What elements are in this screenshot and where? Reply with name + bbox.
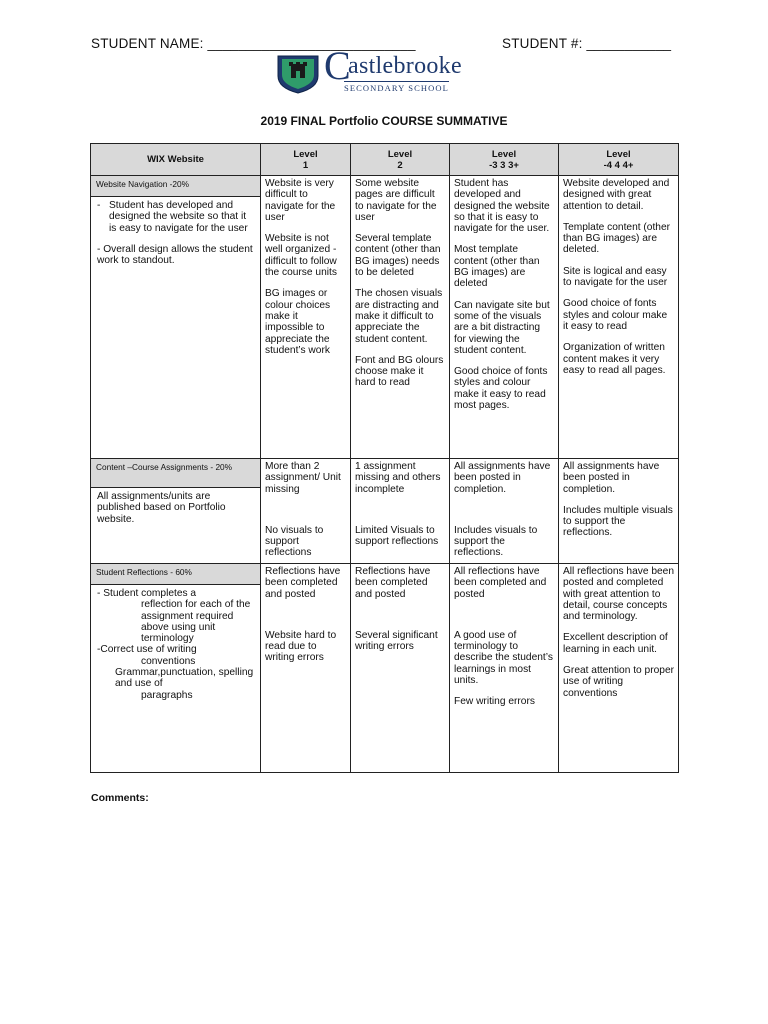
level-4-cell: All assignments have been posted in completion. Includes multiple visuals to support the reflections. (559, 459, 679, 564)
criterion-description: - Student completes a reflection for each of the assignment required above using unit terminology -Correct use of writing conventions Grammar,punctuation, spelling and use of paragraphs (91, 585, 261, 773)
level-4-cell: Website developed and designed with great attention to detail. Template content (other than BG images) are deleted. Site is logical and easy to navigate for the user Good choice of fonts styles and colour make it easy to read Organization of written content makes it very easy to read all pages. (559, 176, 679, 459)
school-logo (276, 43, 496, 98)
criterion-row-reflections (91, 564, 679, 585)
criterion-title: Student Reflections - 60% (91, 564, 261, 585)
comments-label: Comments: (91, 792, 149, 804)
rubric-corner-cell: WIX Website (91, 144, 261, 176)
level-1-cell: Website is very difficult to navigate for the user Website is not well organized - difficult to follow the course units BG images or colour choices make it impossible to appreciate the student’s work (261, 176, 351, 459)
level-1-header: Level 1 (261, 144, 351, 176)
level-3-cell: Student has developed and designed the website so that it is easy to navigate for the user. Most template content (other than BG images) are deleted Can navigate site but some of the visuals are a bit distracting for viewing the student content. Good choice of fonts styles and colour make it easy to read most pages. (450, 176, 559, 459)
level-2-header: Level 2 (351, 144, 450, 176)
level-3-header: Level -3 3 3+ (450, 144, 559, 176)
criterion-description: - Student has developed and designed the website so that it is easy to navigate for the user - Overall design allows the student work to standout. (91, 197, 261, 459)
level-2-cell: Some website pages are difficult to navigate for the user Several template content (other than BG images) needs to be deleted The chosen visuals are distracting and make it difficult to appreciate the student content. Font and BG olours choose make it hard to read (351, 176, 450, 459)
level-2-cell: Reflections have been completed and posted Several significant writing errors (351, 564, 450, 773)
criterion-title: Content –Course Assignments - 20% (91, 459, 261, 488)
level-2-cell: 1 assignment missing and others incomplete Limited Visuals to support reflections (351, 459, 450, 564)
criterion-row-navigation (91, 176, 679, 197)
wordmark-name: astlebrooke (348, 53, 462, 79)
level-3-cell: All reflections have been completed and posted A good use of terminology to describe the student’s learnings in most units. Few writing errors (450, 564, 559, 773)
criterion-description: All assignments/units are published based on Portfolio website. (91, 488, 261, 564)
level-4-header: Level -4 4 4+ (559, 144, 679, 176)
criterion-title: Website Navigation -20% (91, 176, 261, 197)
crest-icon (276, 54, 320, 94)
wordmark-subtitle: SECONDARY SCHOOL (344, 83, 449, 93)
wordmark-initial: C (324, 43, 351, 88)
student-number-field: STUDENT #: ___________ (502, 36, 672, 51)
level-1-cell: Reflections have been completed and posted Website hard to read due to writing errors (261, 564, 351, 773)
level-3-cell: All assignments have been posted in completion. Includes visuals to support the reflections. (450, 459, 559, 564)
criterion-row-content (91, 459, 679, 488)
rubric-table (90, 143, 679, 773)
rubric-header-row (91, 144, 679, 176)
level-4-cell: All reflections have been posted and completed with great attention to detail, course concepts and terminology. Excellent description of learning in each unit. Great attention to proper use of writing conventions (559, 564, 679, 773)
document-title: 2019 FINAL Portfolio COURSE SUMMATIVE (260, 114, 508, 128)
student-name-field: STUDENT NAME: ___________________________ (91, 36, 416, 51)
level-1-cell: More than 2 assignment/ Unit missing No visuals to support reflections (261, 459, 351, 564)
